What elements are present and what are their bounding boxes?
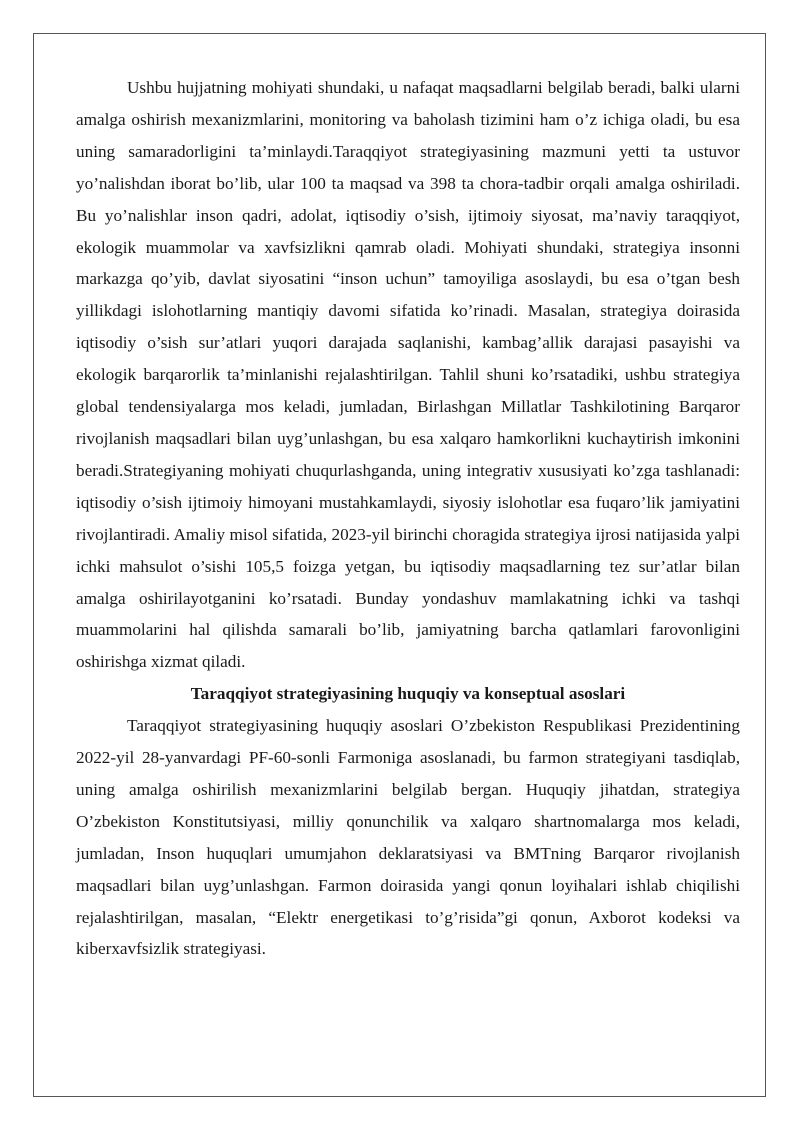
paragraph-legal-basis: Taraqqiyot strategiyasining huquqiy asoslari O’zbekiston Respublikasi Prezidentining 2022-yil 28-yanvardagi PF-60-sonli Farmoniga asoslanadi, bu farmon strategiyani tasdiqlab, uning amalga oshirilish mexanizmlarini belgilab bergan. Huquqiy jihatdan, strategiya O’zbekiston Konstitutsiyasi, milliy qonunchilik va xalqaro shartnomalarga mos keladi, jumladan, Inson huquqlari umumjahon deklaratsiyasi va BMTning Barqaror rivojlanish maqsadlari bilan uyg’unlashgan. Farmon doirasida yangi qonun loyihalari ishlab chiqilishi rejalashtirilgan, masalan, “Elektr energetikasi to’g’risida”gi qonun, Axborot kodeksi va kiberxavfsizlik strategiyasi.: [76, 716, 740, 959]
section-heading: Taraqqiyot strategiyasining huquqiy va konseptual asoslari: [190, 684, 626, 704]
document-body: [76, 72, 740, 965]
paragraph-strategy-essence: Ushbu hujjatning mohiyati shundaki, u nafaqat maqsadlarni belgilab beradi, balki ularni amalga oshirish mexanizmlarini, monitoring va baholash tizimini ham o’z ichiga oladi, bu esa uning samaradorligini ta’minlaydi.Taraqqiyot strategiyasining mazmuni yetti ta ustuvor yo’nalishdan iborat bo’lib, ular 100 ta maqsad va 398 ta chora-tadbir orqali amalga oshiriladi. Bu yo’nalishlar inson qadri, adolat, iqtisodiy o’sish, ijtimoiy siyosat, ma’naviy taraqqiyot, ekologik muammolar va xavfsizlikni qamrab oladi. Mohiyati shundaki, strategiya insonni markazga qo’yib, davlat siyosatini “inson uchun” tamoyiliga asoslaydi, bu esa o’tgan besh yillikdagi islohotlarning mantiqiy davomi sifatida ko’rinadi. Masalan, strategiya doirasida iqtisodiy o’sish sur’atlari yuqori darajada saqlanishi, kambag’allik darajasi pasayishi va ekologik barqarorlik ta’minlanishi rejalashtirilgan. Tahlil shuni ko’rsatadiki, ushbu strategiya global tendensiyalarga mos keladi, jumladan, Birlashgan Millatlar Tashkilotining Barqaror rivojlanish maqsadlari bilan uyg’unlashgan, bu esa xalqaro hamkorlikni kuchaytirish imkonini beradi.Strategiyaning mohiyati chuqurlashganda, uning integrativ xususiyati ko’zga tashlanadi: iqtisodiy o’sish ijtimoiy himoyani mustahkamlaydi, siyosiy islohotlar esa fuqaro’lik jamiyatini rivojlantiradi. Amaliy misol sifatida, 2023-yil birinchi choragida strategiya ijrosi natijasida yalpi ichki mahsulot o’sishi 105,5 foizga yetgan, bu iqtisodiy maqsadlarning tez sur’atlar bilan amalga oshirilayotganini ko’rsatadi. Bunday yondashuv mamlakatning ichki va tashqi muammolarini hal qilishda samarali bo’lib, jamiyatning barcha qatlamlari farovonligini oshirishga xizmat qiladi.: [76, 78, 740, 672]
